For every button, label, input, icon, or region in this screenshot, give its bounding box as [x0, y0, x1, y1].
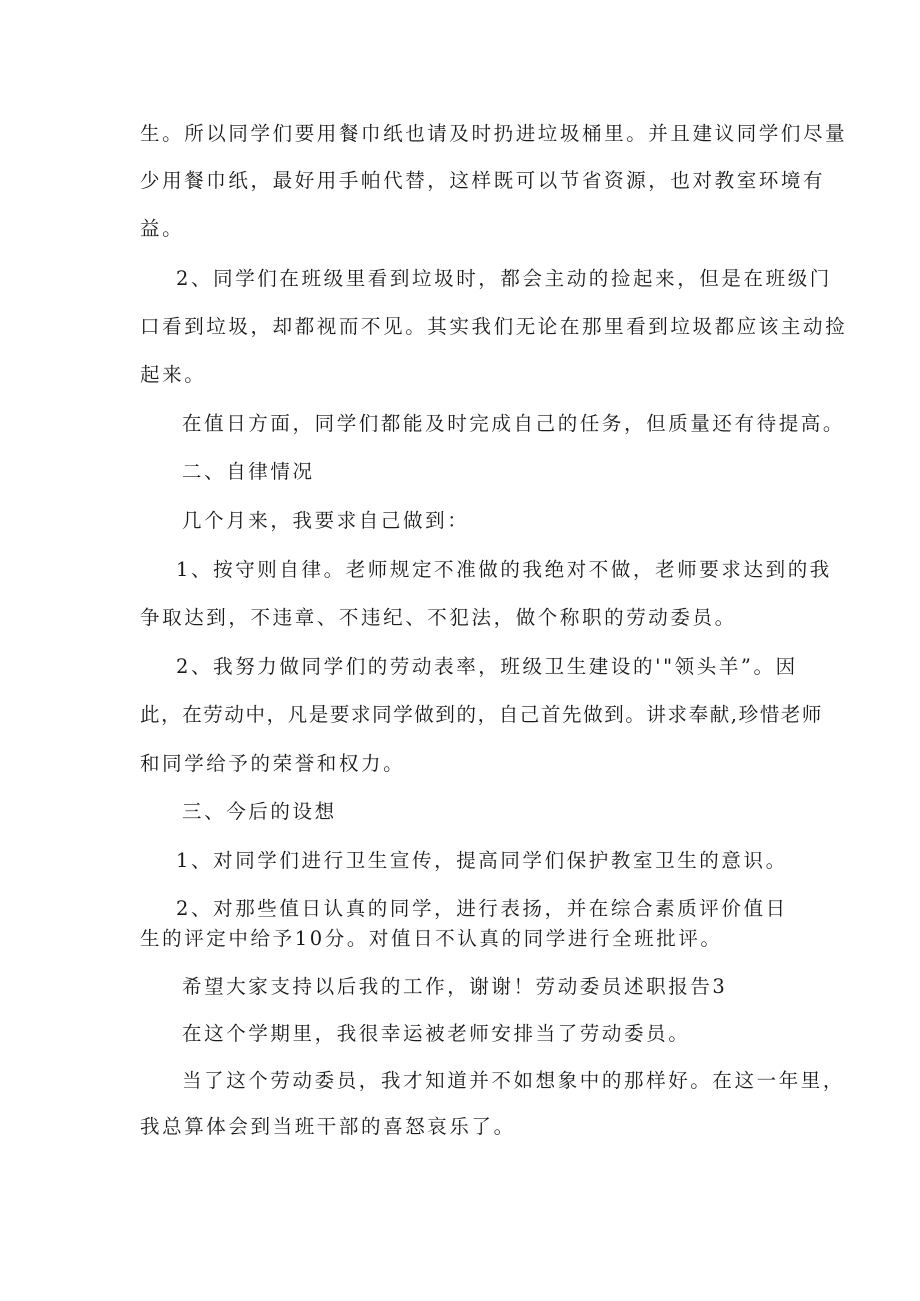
- text-line-16: 1、对同学们进行卫生宣传，提高同学们保护教室卫生的意识。: [176, 849, 788, 872]
- text-line-13: 此，在劳动中，凡是要求同学做到的，自己首先做到。讲求奉献,珍惜老师: [140, 703, 823, 726]
- section-heading-future-plans: 三、今后的设想: [182, 800, 337, 823]
- text-line-10: 1、按守则自律。老师规定不准做的我绝对不做，老师要求达到的我: [176, 558, 832, 581]
- text-line-22: 我总算体会到当班干部的喜怒哀乐了。: [140, 1115, 516, 1138]
- text-line-7: 在值日方面，同学们都能及时完成自己的任务，但质量还有待提高。: [182, 412, 846, 435]
- text-line-21: 当了这个劳动委员，我才知道并不如想象中的那样好。在这一年里，: [182, 1069, 846, 1092]
- text-line-2: 少用餐巾纸，最好用手帕代替，这样既可以节省资源，也对教室环境有: [140, 169, 826, 192]
- text-line-14: 和同学给予的荣誉和权力。: [140, 752, 406, 775]
- text-line-3: 益。: [140, 217, 185, 240]
- text-line-19: 希望大家支持以后我的工作，谢谢！劳动委员述职报告3: [182, 975, 728, 998]
- text-line-9: 几个月来，我要求自己做到：: [182, 509, 470, 532]
- text-line-11: 争取达到，不违章、不违纪、不犯法，做个称职的劳动委员。: [140, 606, 737, 629]
- text-line-17: 2、对那些值日认真的同学，进行表扬，并在综合素质评价值日: [176, 897, 788, 920]
- text-line-20: 在这个学期里，我很幸运被老师安排当了劳动委员。: [182, 1022, 691, 1045]
- text-line-5: 口看到垃圾，却都视而不见。其实我们无论在那里看到垃圾都应该主动捡: [140, 315, 848, 338]
- section-heading-self-discipline: 二、自律情况: [182, 460, 315, 483]
- text-line-4: 2、同学们在班级里看到垃圾时，都会主动的捡起来，但是在班级门: [176, 267, 832, 290]
- text-line-1: 生。所以同学们要用餐巾纸也请及时扔进垃圾桶里。并且建议同学们尽量: [140, 122, 848, 145]
- text-line-18: 生的评定中给予10分。对值日不认真的同学进行全班批评。: [140, 927, 723, 950]
- text-line-6: 起来。: [140, 363, 207, 386]
- text-line-12: 2、我努力做同学们的劳动表率，班级卫生建设的'"领头羊”。因: [176, 655, 798, 678]
